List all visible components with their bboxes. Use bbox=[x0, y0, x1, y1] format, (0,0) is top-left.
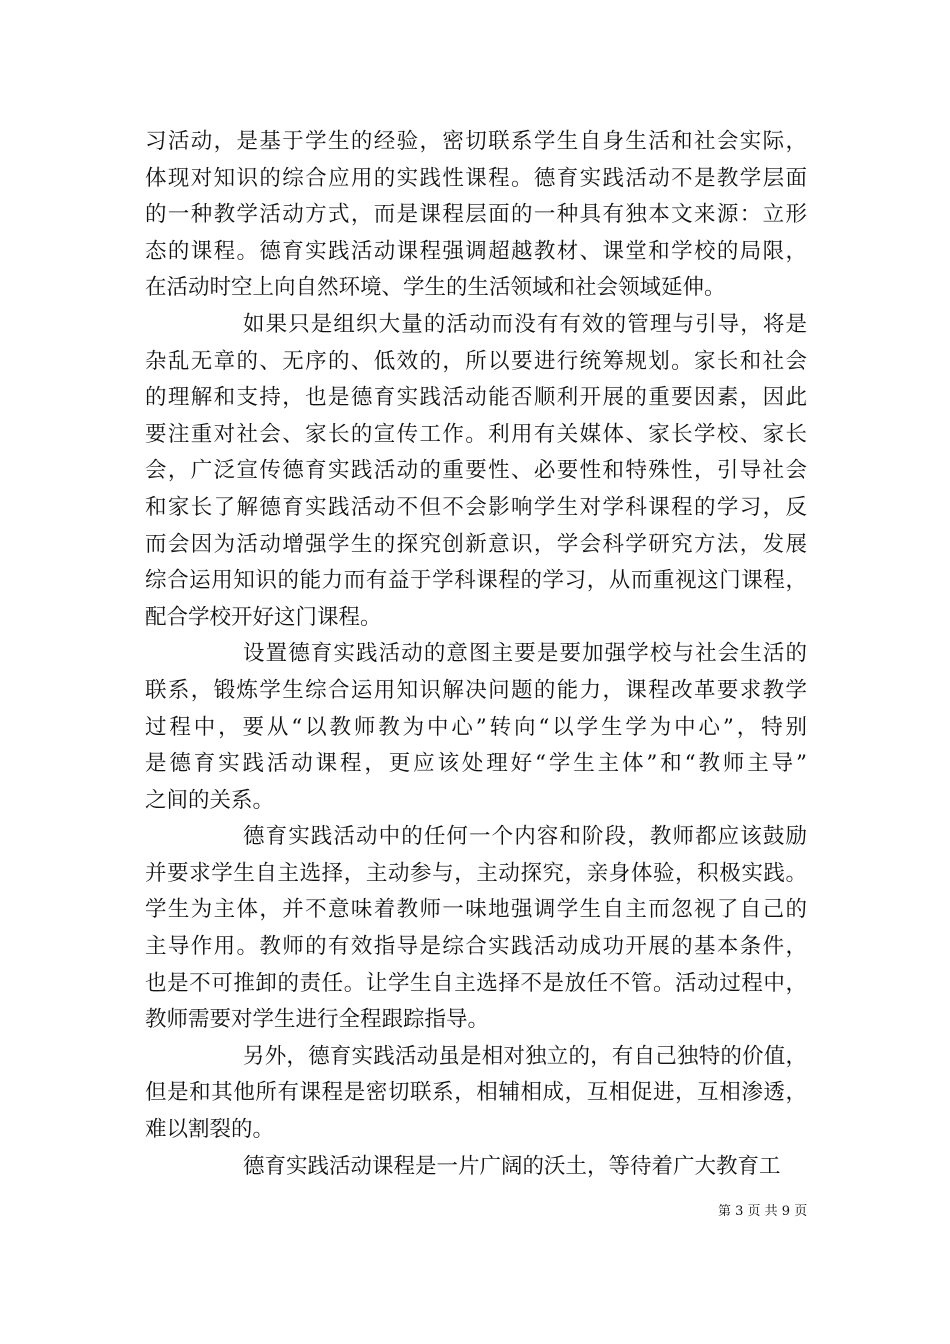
text-line: 之间的关系。 bbox=[145, 787, 275, 813]
text-line: 态的课程。德育实践活动课程强调超越教材、课堂和学校的局限， bbox=[145, 238, 807, 264]
text-line: 要注重对社会、家长的宣传工作。利用有关媒体、家长学校、家长 bbox=[145, 421, 807, 447]
text-line: 如果只是组织大量的活动而没有有效的管理与引导，将是 bbox=[243, 311, 807, 337]
text-line: 德育实践活动课程是一片广阔的沃土，等待着广大教育工 bbox=[243, 1153, 781, 1179]
text-line: 在活动时空上向自然环境、学生的生活领域和社会领域延伸。 bbox=[145, 275, 726, 301]
text-line: 设置德育实践活动的意图主要是要加强学校与社会生活的 bbox=[243, 641, 807, 667]
text-line: 也是不可推卸的责任。让学生自主选择不是放任不管。活动过程中， bbox=[145, 970, 807, 996]
paragraph-6 bbox=[145, 1149, 807, 1186]
text-line: 学生为主体，并不意味着教师一味地强调学生自主而忽视了自己的 bbox=[145, 897, 807, 923]
paragraph-2 bbox=[145, 307, 807, 636]
paragraph-5 bbox=[145, 1039, 807, 1149]
text-line: 配合学校开好这门课程。 bbox=[145, 604, 382, 630]
text-line: 另外，德育实践活动虽是相对独立的，有自己独特的价值， bbox=[243, 1043, 807, 1069]
text-line: 习活动，是基于学生的经验，密切联系学生自身生活和社会实际， bbox=[145, 129, 807, 154]
text-line: 综合运用知识的能力而有益于学科课程的学习，从而重视这门课程， bbox=[145, 568, 807, 594]
text-line: 德育实践活动中的任何一个内容和阶段，教师都应该鼓励 bbox=[243, 824, 807, 850]
page-number-footer: 第 3 页 共 9 页 bbox=[718, 1204, 808, 1219]
text-line: 杂乱无章的、无序的、低效的，所以要进行统筹规划。家长和社会 bbox=[145, 348, 807, 374]
paragraph-4 bbox=[145, 819, 807, 1039]
text-line: 的理解和支持，也是德育实践活动能否顺利开展的重要因素，因此 bbox=[145, 385, 807, 411]
text-line: 和家长了解德育实践活动不但不会影响学生对学科课程的学习，反 bbox=[145, 494, 807, 520]
text-line: 联系，锻炼学生综合运用知识解决问题的能力，课程改革要求教学 bbox=[145, 677, 807, 703]
text-line: 并要求学生自主选择，主动参与，主动探究，亲身体验，积极实践。 bbox=[145, 860, 807, 886]
text-line: 会，广泛宣传德育实践活动的重要性、必要性和特殊性，引导社会 bbox=[145, 458, 807, 484]
paragraph-1 bbox=[145, 124, 807, 307]
text-line: 而会因为活动增强学生的探究创新意识，学会科学研究方法，发展 bbox=[145, 531, 807, 557]
paragraph-3 bbox=[145, 636, 807, 819]
text-line: 过程中，要从“以教师教为中心”转向“以学生学为中心”，特别 bbox=[145, 714, 807, 740]
text-line: 但是和其他所有课程是密切联系，相辅相成，互相促进，互相渗透， bbox=[145, 1080, 807, 1106]
document-body bbox=[145, 124, 807, 1185]
text-line: 是德育实践活动课程，更应该处理好“学生主体”和“教师主导” bbox=[145, 751, 807, 777]
text-line: 难以割裂的。 bbox=[145, 1117, 275, 1143]
text-line: 主导作用。教师的有效指导是综合实践活动成功开展的基本条件， bbox=[145, 934, 807, 960]
text-line: 教师需要对学生进行全程跟踪指导。 bbox=[145, 1007, 490, 1033]
text-line: 体现对知识的综合应用的实践性课程。德育实践活动不是教学层面 bbox=[145, 165, 807, 191]
text-line: 的一种教学活动方式，而是课程层面的一种具有独本文来源：立形 bbox=[145, 202, 807, 228]
